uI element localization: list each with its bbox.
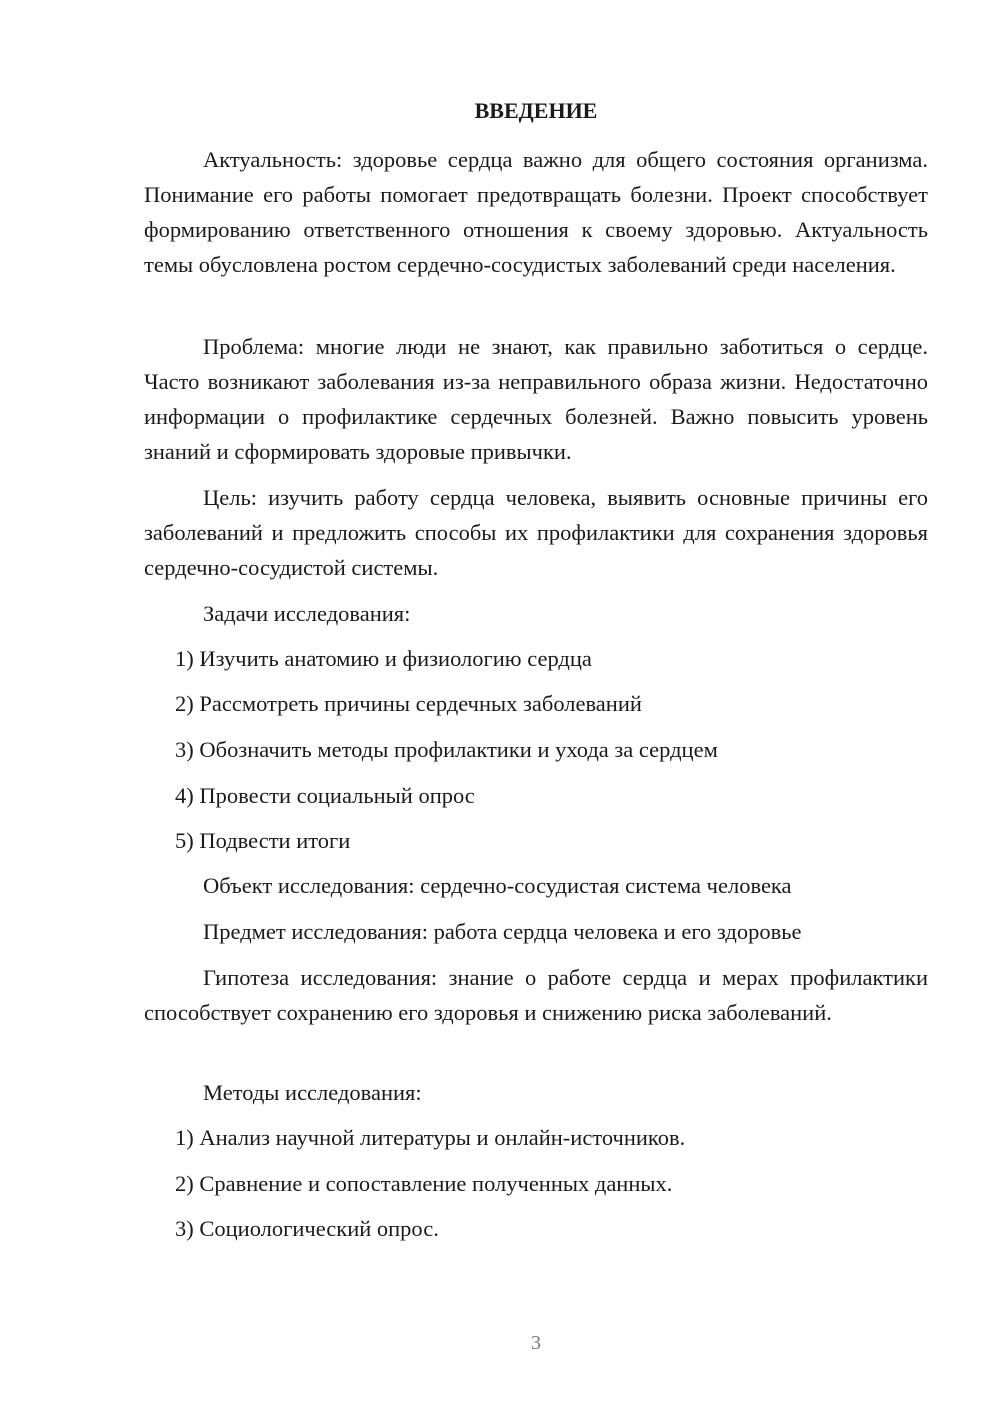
- methods-title: Методы исследования:: [203, 1080, 422, 1105]
- tasks-title: Задачи исследования:: [203, 601, 411, 626]
- goal-paragraph: Цель: изучить работу сердца человека, выявить основные причины его заболеваний и предложить способы их профилактики для сохранения здоровья сердечно-сосудистой системы.: [144, 485, 928, 580]
- section-heading: ВВЕДЕНИЕ: [474, 98, 598, 123]
- task-item: 4) Провести социальный опрос: [175, 783, 475, 808]
- problem-paragraph: Проблема: многие люди не знают, как правильно заботиться о сердце. Часто возникают заболевания из-за неправильного образа жизни. Недостаточно информации о профилактике сердечных болезней. Важно повысить уровень знаний и сформировать здоровые привычки.: [144, 334, 928, 464]
- research-object: Объект исследования: сердечно-сосудистая система человека: [203, 873, 792, 898]
- method-item: 1) Анализ научной литературы и онлайн-источников.: [175, 1125, 686, 1150]
- method-item: 3) Социологический опрос.: [175, 1216, 439, 1241]
- task-item: 1) Изучить анатомию и физиологию сердца: [175, 646, 592, 671]
- relevance-paragraph: Актуальность: здоровье сердца важно для общего состояния организма. Понимание его работы помогает предотвращать болезни. Проект способствует формированию ответственного отношения к своему здоровью. Актуальность темы обусловлена ростом сердечно-сосудистых заболеваний среди населения.: [144, 147, 928, 277]
- task-item: 3) Обозначить методы профилактики и ухода за сердцем: [175, 737, 718, 762]
- task-item: 2) Рассмотреть причины сердечных заболеваний: [175, 691, 642, 716]
- task-item: 5) Подвести итоги: [175, 828, 351, 853]
- method-item: 2) Сравнение и сопоставление полученных данных.: [175, 1171, 673, 1196]
- hypothesis-paragraph: Гипотеза исследования: знание о работе сердца и мерах профилактики способствует сохранению его здоровья и снижению риска заболеваний.: [144, 965, 928, 1025]
- research-subject: Предмет исследования: работа сердца человека и его здоровье: [203, 919, 802, 944]
- page-number: 3: [531, 1332, 541, 1354]
